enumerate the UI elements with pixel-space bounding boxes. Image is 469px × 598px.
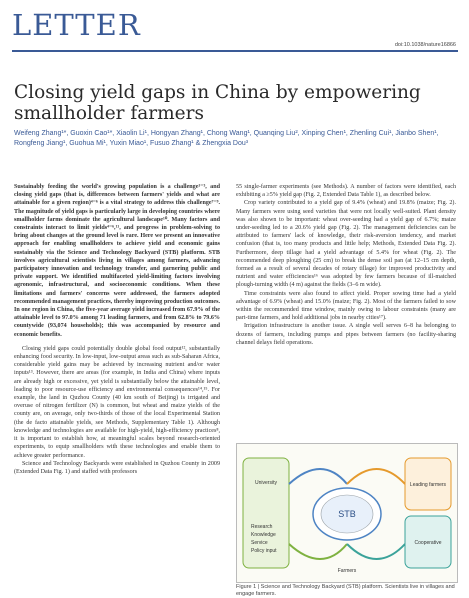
article-title: Closing yield gaps in China by empowering smallholder farmers [14,82,421,124]
section-label: LETTER [12,8,141,42]
body-paragraph: Irrigation infrastructure is another issue. A single well serves 6–8 ha belonging to dozens of farmers, including pumps and pipes between farmers (no facility-sharing channel delays field operations. [236,323,456,346]
arrow-arc [289,544,347,559]
farmers-label: Farmers [337,568,357,574]
body-paragraph: Closing yield gaps could potentially double global food output¹², substantially enhancing food security. In low-input, low-output areas such as sub-Saharan Africa, considerable yield gains may be achieved by increasing nutrient and/or water inputs¹³. However, there are areas (for example, in India and China) where inputs are already high or excessive, yet yield is substantially below the attainable level, leading to poor resource-use efficiency and environmental consequences¹⁴,¹⁵. For example, the land in Quzhou County (40 km south of Beijing) is irrigated and overuse of nitrogen fertilizer (N) is common, but wheat and maize yields of the county are, on average, only two-thirds of those of the local Experimental Station (the de facto attainable yields, see Methods, Supplementary Table 1). Although knowledge and technologies are available for high-yield, high-efficiency practices⁸, it is important to establish how, at meaningful scales beyond research-oriented experiments, to equip smallholders with these technologies and enable them to achieve greater performance. [14,345,220,459]
body-paragraph: 55 single-farmer experiments (see Methods). A number of factors were identified, each exhibiting a ≥5% yield gap (Fig. 2, Extended Data Table 1), as described below. [236,184,456,199]
cooperative-label: Cooperative [414,540,442,546]
stb-diagram-svg [237,444,457,582]
body-paragraph: Time constraints were also found to affect yield. Proper sowing time had a yield advantage of 6.9% (wheat) and 15.0% (maize; Fig. 2). Most of the farmers failed to sow within the recommended time window, mainly owing to labour constraints (many are part-time farmers, and hold additional jobs in nearby cities¹⁷). [236,290,456,322]
list-item: Service [251,540,268,546]
arrow-arc [347,544,405,559]
author-list: Weifeng Zhang¹*, Guoxin Cao¹*, Xiaolin Li¹, Hongyan Zhang¹, Chong Wang¹, Quanqing Liu², Xinping Chen¹, Zhenling Cui¹, Jianbo Shen¹, Rongfeng Jiang¹, Guohua Mi¹, Yuxin Miao¹, Fusuo Zhang¹ & Zhengxia Dou³ [14,130,439,147]
arrow-arc [347,469,405,484]
body-paragraph: Science and Technology Backyards were established in Quzhou County in 2009 (Extended Data Fig. 1) and staffed with professors [14,460,220,475]
right-column [236,183,456,347]
journal-header [12,8,458,48]
left-column [14,183,220,476]
stb-label: STB [338,509,356,519]
university-label: University [255,480,277,486]
body-paragraph: Crop variety contributed to a yield gap of 9.4% (wheat) and 19.8% (maize; Fig. 2). Many farmers were using seed varieties that were not locally well-suited. Plant density was also shown to be important: wheat over-seeding had a yield gap of 6.7%; maize under-seeding led to a 20.6% yield gap (Fig. 2). The management deficiencies can be attributed to farmers' lack of knowledge, their risk-aversion tendency, and market confusion (that is, too many products and little help; Methods, Extended Data Fig. 2). Furthermore, deep tillage had a yield advantage of 5.4% for wheat (Fig. 2). The recommended deep ploughing (25 cm) to break the dense soil pan (at 12–15 cm depth, formed as a result of several decades of rotary tillage) for improved productivity and nutrient and water efficiencies¹⁶ was adopted by few farmers because of ill-matched plough-turning width (4 m) against the fields (3–6 m wide). [236,200,456,289]
list-item: Policy input [251,548,277,554]
arrow-arc [289,469,347,484]
list-item: Knowledge [251,532,276,538]
figure-stb-diagram [236,443,458,583]
list-item: Research [251,524,273,530]
figure-caption: Figure 1 | Science and Technology Backyard (STB) platform. Scientists live in villages and engage farmers. [236,584,455,597]
abstract: Sustainably feeding the world's growing population is a challenge¹⁻³, and closing yield gaps (that is, differences between farmers' yields and what are attainable for a given region)⁴⁻⁶ is a vital strategy to address this challenge⁷⁻⁹. The magnitude of yield gaps is particularly large in developing countries where smallholder farms dominate the agricultural landscape¹⁰. Many factors and constraints interact to limit yields⁴⁻⁶,¹¹, and progress in problem-solving to bring about changes at the ground level is rare. Here we present an innovative approach for enabling smallholders to achieve yield and economic gains sustainably via the Science and Technology Backyard (STB) platform. STB involves agricultural scientists living in villages among farmers, advancing participatory innovation and technology transfer, and garnering public and private support. We identified multifaceted yield-limiting factors involving agronomic, infrastructural, and socioeconomic conditions. When these limitations and farmers' concerns were addressed, the farmers adopted recommended management practices, thereby improving production outcomes. In one region in China, the five-year average yield increased from 67.9% of the attainable level to 97.0% among 71 leading farmers, and from 62.8% to 79.6% countywide (93,074 households); this was accompanied by resource and economic benefits. [14,184,220,338]
doi-text[interactable]: doi:10.1038/nature16866 [394,42,456,48]
header-rule [12,50,458,52]
leading-farmers-label: Leading farmers [409,482,447,488]
